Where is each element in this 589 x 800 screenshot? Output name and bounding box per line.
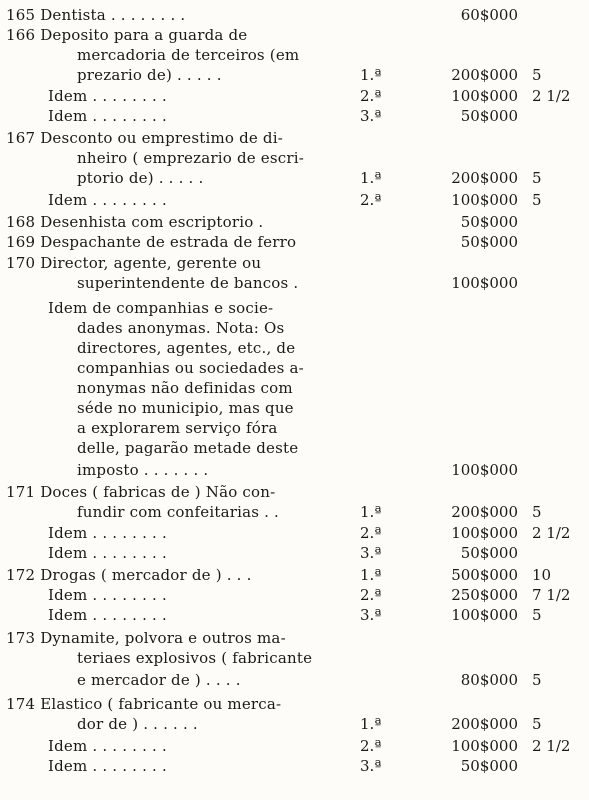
entry-description: e mercador de ) . . . . [77,671,241,689]
entry-description: Idem . . . . . . . . [48,87,167,105]
tax-entry-row [0,212,589,232]
tax-entry-row [0,523,589,543]
entry-tax-value: 250$000 [451,586,518,604]
tax-entry-row [0,148,589,168]
entry-tax-value: 80$000 [460,671,518,689]
entry-tax-value: 200$000 [451,503,518,521]
entry-class: 3.ª [360,544,382,562]
tax-entry-row [0,45,589,65]
entry-description: mercadoria de terceiros (em [77,46,300,64]
tax-entry-row [0,482,589,502]
entry-class: 2.ª [360,737,382,755]
entry-description: Idem . . . . . . . . [48,586,167,604]
entry-class: 1.ª [360,715,382,733]
tax-entry-row [0,232,589,252]
entry-description: Idem . . . . . . . . [48,606,167,624]
tax-entry-row [0,25,589,45]
entry-description: 172 Drogas ( mercador de ) . . . [6,566,252,584]
entry-description: delle, pagarão metade deste [77,439,299,457]
entry-description: dor de ) . . . . . . [77,715,198,733]
tax-entry-row [0,5,589,25]
entry-class: 1.ª [360,566,382,584]
tax-entry-row [0,298,589,318]
tax-entry-row [0,65,589,85]
entry-description: Idem . . . . . . . . [48,757,167,775]
entry-description: fundir com confeitarias . . [77,503,280,521]
entry-description: Idem . . . . . . . . [48,191,167,209]
entry-class: 3.ª [360,107,382,125]
entry-description: 170 Director, agente, gerente ou [6,254,262,272]
entry-description: séde no municipio, mas que [77,399,294,417]
entry-class: 3.ª [360,757,382,775]
entry-class: 1.ª [360,169,382,187]
entry-tax-value: 200$000 [451,66,518,84]
entry-description: dades anonymas. Nota: Os [77,319,285,337]
tax-entry-row [0,585,589,605]
entry-description: Idem . . . . . . . . [48,737,167,755]
tax-entry-row [0,670,589,690]
entry-description: companhias ou sociedades a- [77,359,304,377]
tax-entry-row [0,418,589,438]
entry-percentage: 2 1/2 [532,524,571,542]
entry-percentage: 2 1/2 [532,737,571,755]
entry-description: 168 Desenhista com escriptorio . [6,213,264,231]
entry-tax-value: 50$000 [460,233,518,251]
tax-entry-row [0,543,589,563]
tax-entry-row [0,648,589,668]
entry-class: 3.ª [360,606,382,624]
entry-class: 2.ª [360,586,382,604]
tax-entry-row [0,86,589,106]
entry-description: 167 Desconto ou emprestimo de di- [6,129,283,147]
tax-entry-row [0,253,589,273]
entry-percentage: 5 [532,169,542,187]
entry-description: Idem . . . . . . . . [48,107,167,125]
tax-entry-row [0,565,589,585]
entry-description: 171 Doces ( fabricas de ) Não con- [6,483,276,501]
tax-entry-row [0,605,589,625]
tax-entry-row [0,273,589,293]
entry-class: 1.ª [360,503,382,521]
entry-tax-value: 100$000 [451,461,518,479]
tax-entry-row [0,460,589,480]
entry-description: nheiro ( emprezario de escri- [77,149,305,167]
entry-class: 1.ª [360,66,382,84]
tax-entry-row [0,338,589,358]
entry-description: 173 Dynamite, polvora e outros ma- [6,629,286,647]
tax-entry-row [0,502,589,522]
entry-class: 2.ª [360,191,382,209]
entry-percentage: 5 [532,671,542,689]
entry-description: 169 Despachante de estrada de ferro [6,233,297,251]
tax-entry-row [0,128,589,148]
entry-description: Idem de companhias e socie- [48,299,274,317]
tax-entry-row [0,378,589,398]
entry-tax-value: 500$000 [451,566,518,584]
entry-percentage: 10 [532,566,552,584]
entry-percentage: 2 1/2 [532,87,571,105]
entry-description: 174 Elastico ( fabricante ou merca- [6,695,282,713]
tax-entry-row [0,190,589,210]
entry-description: imposto . . . . . . . [77,461,209,479]
entry-tax-value: 50$000 [460,107,518,125]
entry-class: 2.ª [360,524,382,542]
entry-description: prezario de) . . . . . [77,66,222,84]
entry-description: a explorarem serviço fóra [77,419,278,437]
tax-entry-row [0,106,589,126]
entry-percentage: 5 [532,715,542,733]
tax-entry-row [0,628,589,648]
entry-tax-value: 60$000 [460,6,518,24]
entry-percentage: 5 [532,606,542,624]
entry-description: nonymas não definidas com [77,379,293,397]
tax-entry-row [0,714,589,734]
entry-description: 166 Deposito para a guarda de [6,26,248,44]
tax-entry-row [0,168,589,188]
entry-percentage: 5 [532,191,542,209]
entry-tax-value: 100$000 [451,87,518,105]
entry-description: ptorio de) . . . . . [77,169,204,187]
entry-description: teriaes explosivos ( fabricante [77,649,313,667]
entry-percentage: 5 [532,503,542,521]
entry-tax-value: 50$000 [460,757,518,775]
entry-description: 165 Dentista . . . . . . . . [6,6,186,24]
tax-entry-row [0,756,589,776]
tax-entry-row [0,736,589,756]
tax-entry-row [0,438,589,458]
entry-tax-value: 100$000 [451,524,518,542]
entry-tax-value: 50$000 [460,213,518,231]
entry-description: directores, agentes, etc., de [77,339,296,357]
entry-tax-value: 100$000 [451,191,518,209]
entry-tax-value: 100$000 [451,274,518,292]
tax-entry-row [0,694,589,714]
entry-description: Idem . . . . . . . . [48,524,167,542]
tax-entry-row [0,358,589,378]
tax-entry-row [0,318,589,338]
entry-tax-value: 50$000 [460,544,518,562]
entry-tax-value: 200$000 [451,715,518,733]
entry-class: 2.ª [360,87,382,105]
tax-entry-row [0,398,589,418]
entry-description: superintendente de bancos . [77,274,299,292]
entry-percentage: 5 [532,66,542,84]
entry-tax-value: 100$000 [451,737,518,755]
entry-description: Idem . . . . . . . . [48,544,167,562]
entry-tax-value: 200$000 [451,169,518,187]
entry-tax-value: 100$000 [451,606,518,624]
entry-percentage: 7 1/2 [532,586,571,604]
